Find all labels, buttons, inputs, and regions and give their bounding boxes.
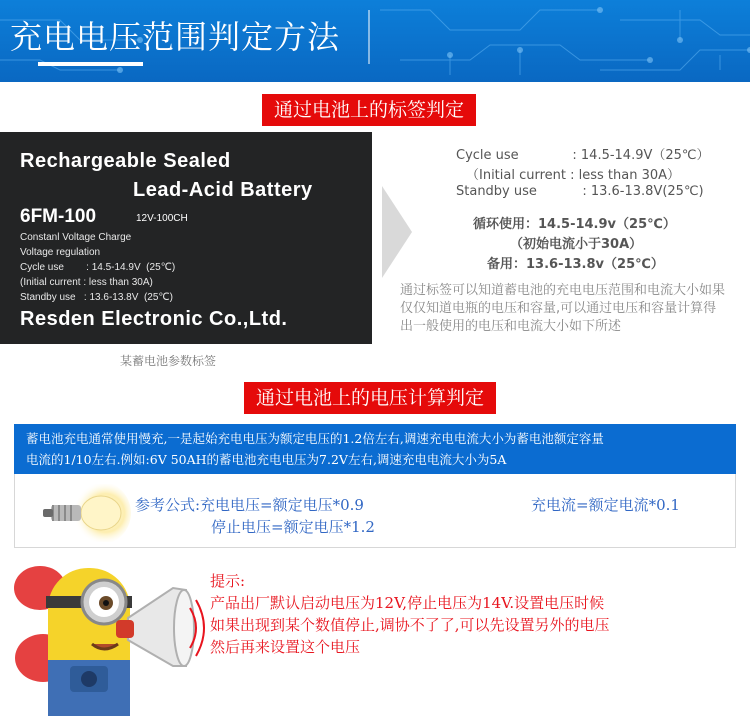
minion-megaphone-illustration [8,548,208,716]
battery-line2: Lead-Acid Battery [133,179,313,201]
formula-box [14,474,736,548]
battery-brand: Resden Electronic Co.,Ltd. [20,308,288,330]
lightbulb-icon [29,484,139,542]
battery-model: 6FM-100 [20,206,97,227]
spec-standby: Standby use : 13.6-13.8V(25℃) [456,184,704,199]
battery-model-sub: 12V-100CH [136,213,188,224]
info-bar [14,424,736,474]
formula-current: 充电流=额定电流*0.1 [531,496,680,514]
battery-standby: Standby use : 13.6-13.8V (25℃) [20,292,173,303]
battery-cycle: Cycle use : 14.5-14.9V (25℃) [20,262,176,273]
battery-regulation: Voltage regulation [20,247,101,258]
tips-line3: 然后再来设置这个电压 [210,638,361,656]
section-title-calc: 通过电池上的电压计算判定 [244,382,496,414]
header-banner [0,0,750,82]
formula-stop: 停止电压=额定电压*1.2 [211,518,375,536]
page-title: 充电电压范围判定方法 [10,18,341,56]
formula-ref: 参考公式:充电电压=额定电压*0.9 [135,496,364,514]
info-line2: 电流的1/10左右.例如:6V 50AH的蓄电池充电电压为7.2V左右,调速充电电流大小为5A [26,452,507,467]
tips-line1: 产品出厂默认启动电压为12V,停止电压为14V.设置电压时候 [210,594,605,612]
spec-initial: （Initial current : less than 30A） [466,168,681,183]
label-note: 通过标签可以知道蓄电池的充电电压范围和电流大小如果仅仅知道电瓶的电压和容量,可以通过电压和容量计算得出一般使用的电压和电流大小如下所述 [400,283,726,334]
info-line1: 蓄电池充电通常使用慢充,一是起始充电电压为额定电压的1.2倍左右,调速充电电流大小为蓄电池额定容量 [26,431,604,446]
header-divider [368,10,370,64]
tips-line2: 如果出现到某个数值停止,调协不了了,可以先设置另外的电压 [210,616,610,634]
spec-cycle: Cycle use : 14.5-14.9V（25℃） [456,148,710,163]
battery-line1: Rechargeable Sealed [20,150,231,172]
arrow-right-icon [382,186,412,278]
spec-cn-cycle: 循环使用：14.5-14.9v（25℃） [473,217,676,232]
spec-cn-initial: （初始电流小于30A） [510,237,643,252]
title-underline [38,62,143,66]
spec-cn-standby: 备用：13.6-13.8v（25℃） [487,257,664,272]
battery-charge-mode: Constanl Voltage Charge [20,232,132,243]
battery-caption: 某蓄电池参数标签 [120,354,217,368]
battery-label-image [0,132,372,344]
section-title-label: 通过电池上的标签判定 [262,94,476,126]
tips-title: 提示: [210,572,246,590]
battery-initial: (Initial current : less than 30A) [20,277,153,288]
